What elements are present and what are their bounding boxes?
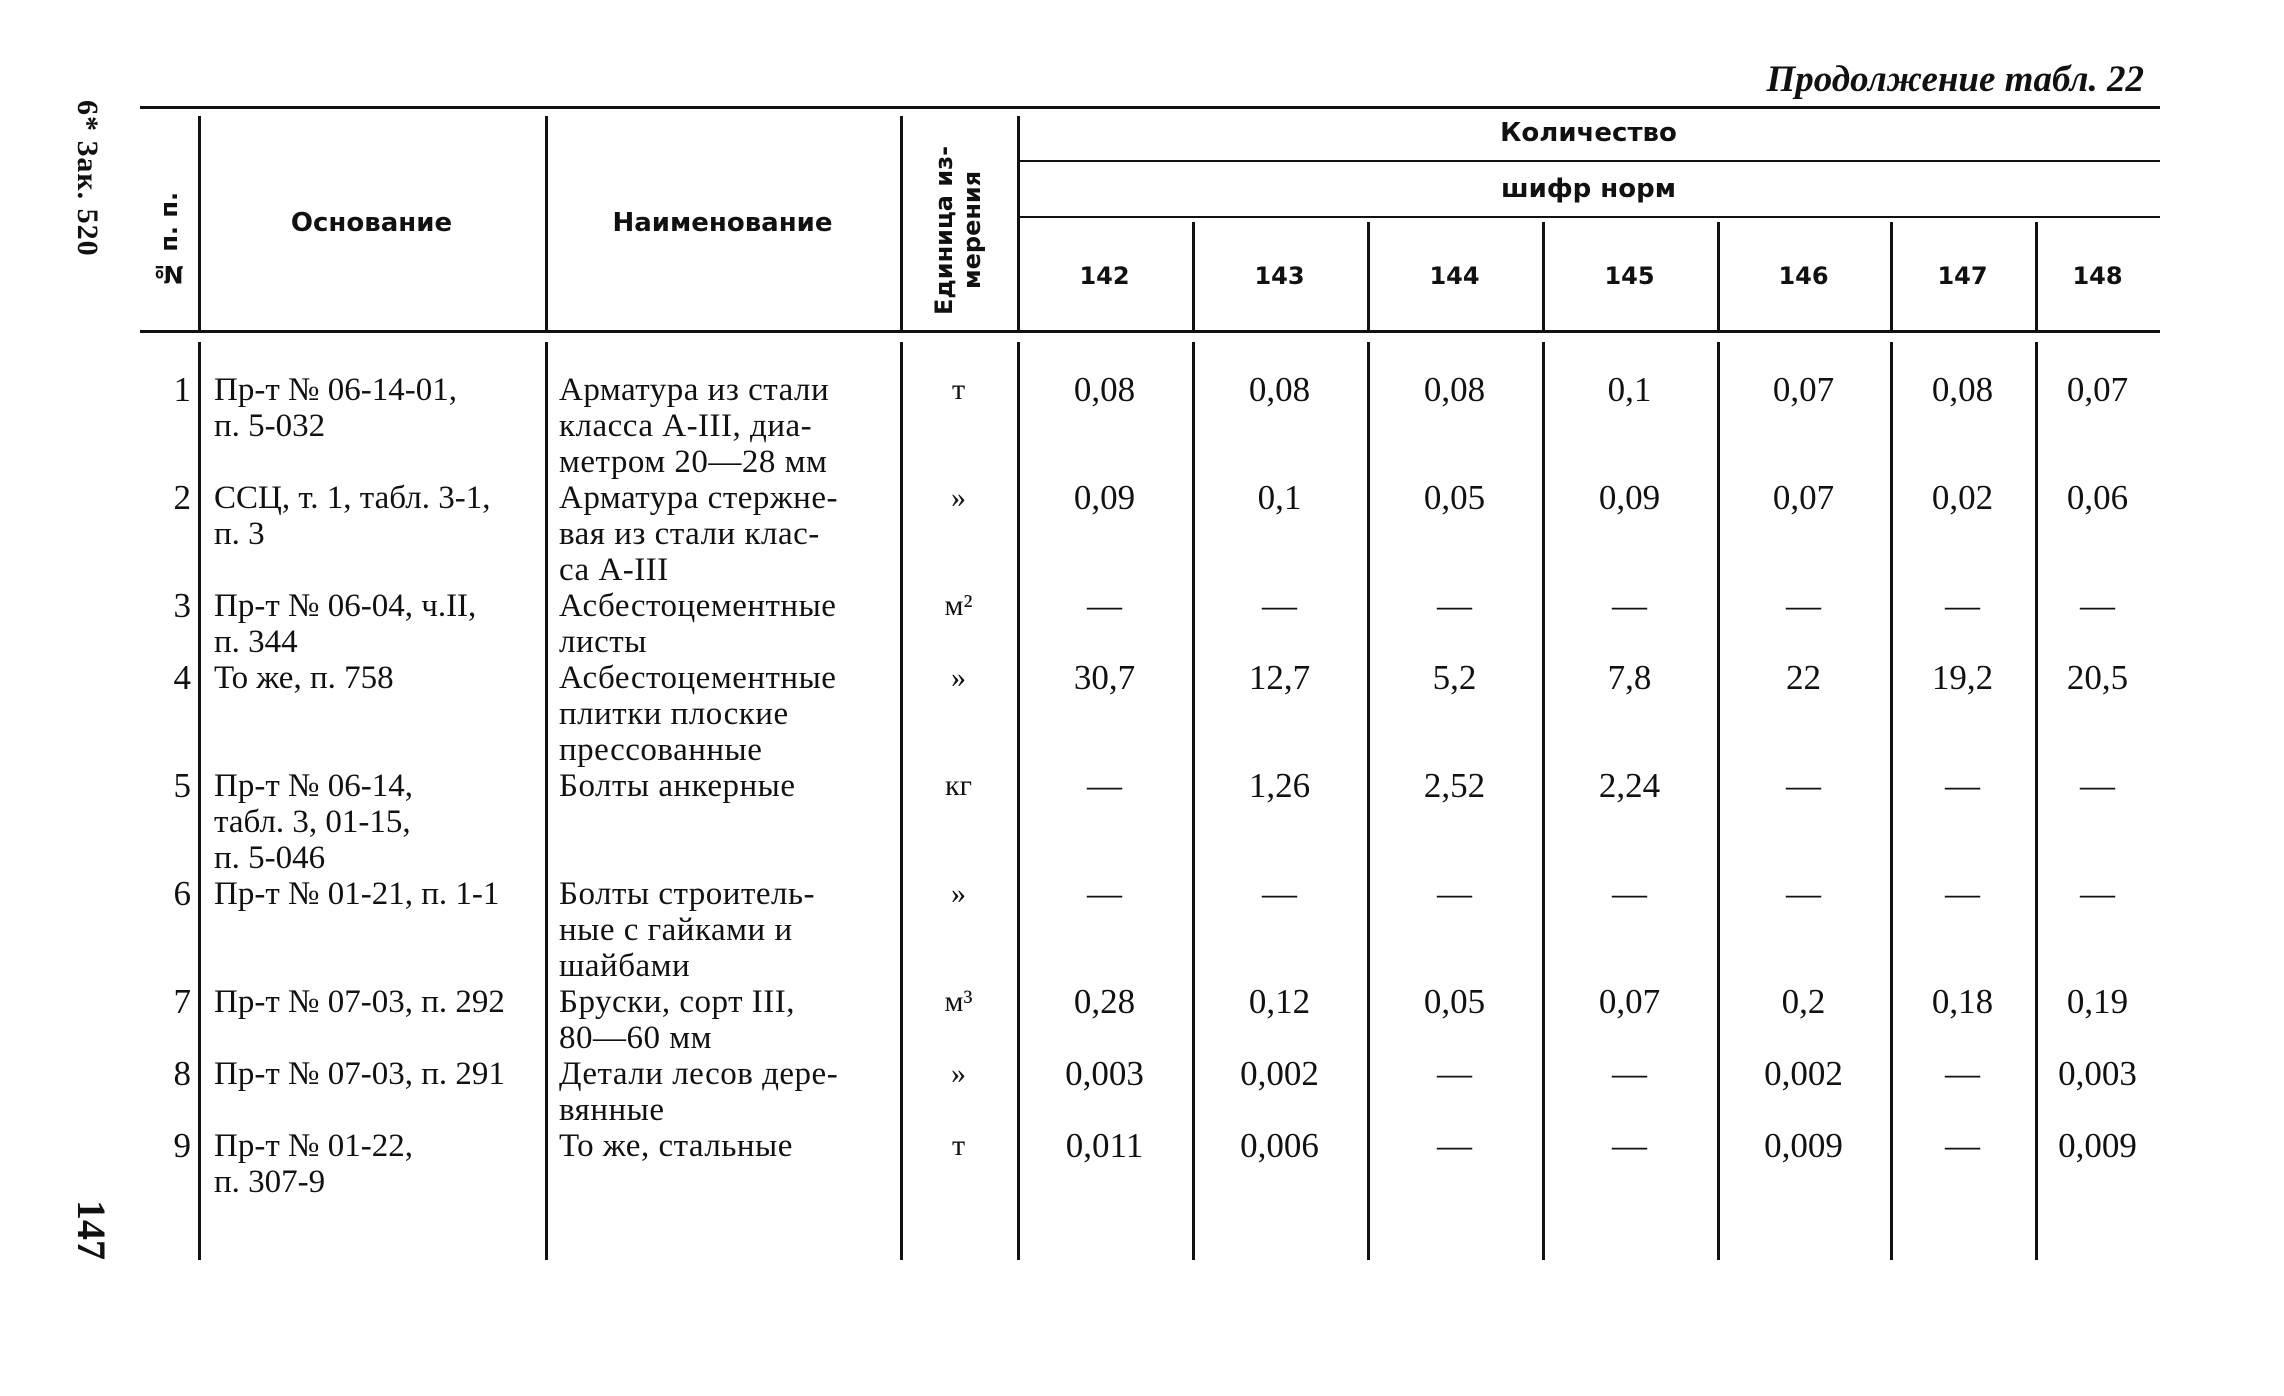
row-4-value-147: 19,2	[1931, 658, 1994, 697]
row-2-name-line: Арматура стержне-	[559, 480, 838, 516]
row-6-value-144: —	[1437, 874, 1472, 913]
body-column-rule	[198, 342, 201, 1260]
row-8-value-143: 0,002	[1240, 1054, 1319, 1093]
unit-header: Единица из-мерения	[930, 145, 986, 315]
row-9-value-144: —	[1437, 1126, 1472, 1165]
code-header: шифр норм	[1501, 174, 1676, 204]
row-1-value-147: 0,08	[1931, 370, 1994, 409]
row-9-value-148: 0,009	[2058, 1126, 2137, 1165]
row-1-basis-line: п. 5-032	[214, 408, 326, 444]
row-9-value-145: —	[1612, 1126, 1647, 1165]
row-8-value-142: 0,003	[1065, 1054, 1144, 1093]
row-7-value-143: 0,12	[1248, 982, 1311, 1021]
row-4-value-146: 22	[1786, 658, 1821, 697]
row-8-number: 8	[173, 1054, 191, 1093]
row-2-name-line: вая из стали клас-	[559, 516, 820, 552]
row-4-unit: »	[951, 661, 966, 694]
row-1-name-line: метром 20—28 мм	[559, 444, 828, 480]
row-9-basis-line: Пр-т № 01-22,	[214, 1128, 413, 1164]
row-7-value-144: 0,05	[1423, 982, 1486, 1021]
row-6-name-line: Болты строитель-	[559, 876, 816, 912]
row-8-unit: »	[951, 1057, 966, 1090]
row-3-value-143: —	[1262, 586, 1297, 625]
row-9-name-line: То же, стальные	[559, 1128, 793, 1164]
row-4-value-145: 7,8	[1607, 658, 1652, 697]
row-5-name-line: Болты анкерные	[559, 768, 796, 804]
page-number: 147	[69, 1200, 114, 1260]
row-5-value-143: 1,26	[1248, 766, 1311, 805]
row-5-basis-line: Пр-т № 06-14,	[214, 768, 413, 804]
row-3-value-147: —	[1945, 586, 1980, 625]
row-8-value-148: 0,003	[2058, 1054, 2137, 1093]
row-2-value-147: 0,02	[1931, 478, 1994, 517]
row-3-value-142: —	[1087, 586, 1122, 625]
row-9-value-146: 0,009	[1764, 1126, 1843, 1165]
row-5-value-148: —	[2080, 766, 2115, 805]
row-2-value-146: 0,07	[1772, 478, 1835, 517]
row-3-basis-line: Пр-т № 06-04, ч.II,	[214, 588, 477, 624]
code-rule	[1017, 216, 2160, 218]
row-6-unit: »	[951, 877, 966, 910]
row-8-value-144: —	[1437, 1054, 1472, 1093]
row-9-basis-line: п. 307-9	[214, 1164, 326, 1200]
row-5-value-142: —	[1087, 766, 1122, 805]
row-9-value-142: 0,011	[1065, 1126, 1144, 1165]
row-3-value-145: —	[1612, 586, 1647, 625]
quantity-rule	[1017, 160, 2160, 162]
row-5-unit: кг	[945, 769, 972, 802]
row-5-basis-line: табл. 3, 01-15,	[214, 804, 411, 840]
code-142-header: 142	[1079, 262, 1130, 290]
row-4-name-line: Асбестоцементные	[559, 660, 837, 696]
row-2-value-145: 0,09	[1598, 478, 1661, 517]
row-6-number: 6	[173, 874, 191, 913]
row-1-name-line: класса А-III, диа-	[559, 408, 813, 444]
row-4-value-144: 5,2	[1432, 658, 1477, 697]
row-3-name-line: Асбестоцементные	[559, 588, 837, 624]
row-4-basis-line: То же, п. 758	[214, 660, 394, 696]
row-6-value-146: —	[1786, 874, 1821, 913]
row-5-number: 5	[173, 766, 191, 805]
row-9-value-143: 0,006	[1240, 1126, 1319, 1165]
row-6-value-143: —	[1262, 874, 1297, 913]
row-1-value-142: 0,08	[1073, 370, 1136, 409]
row-6-basis-line: Пр-т № 01-21, п. 1-1	[214, 876, 500, 912]
row-7-name-line: Бруски, сорт III,	[559, 984, 795, 1020]
code-144-header: 144	[1429, 262, 1480, 290]
code-143-header: 143	[1254, 262, 1305, 290]
row-1-value-143: 0,08	[1248, 370, 1311, 409]
row-5-value-147: —	[1945, 766, 1980, 805]
row-4-number: 4	[173, 658, 191, 697]
row-2-number: 2	[173, 478, 191, 517]
row-9-unit: т	[951, 1129, 966, 1162]
header-bottom-rule	[140, 330, 2160, 333]
row-6-value-142: —	[1087, 874, 1122, 913]
row-7-value-142: 0,28	[1073, 982, 1136, 1021]
row-8-value-146: 0,002	[1764, 1054, 1843, 1093]
row-5-value-144: 2,52	[1423, 766, 1486, 805]
row-8-basis-line: Пр-т № 07-03, п. 291	[214, 1056, 505, 1092]
row-6-value-145: —	[1612, 874, 1647, 913]
row-5-value-146: —	[1786, 766, 1821, 805]
row-2-value-144: 0,05	[1423, 478, 1486, 517]
row-9-value-147: —	[1945, 1126, 1980, 1165]
row-3-number: 3	[173, 586, 191, 625]
table-continuation-caption: Продолжение табл. 22	[1766, 59, 2144, 100]
row-3-name-line: листы	[559, 624, 647, 660]
row-7-name-line: 80—60 мм	[559, 1020, 713, 1056]
row-1-value-146: 0,07	[1772, 370, 1835, 409]
row-1-number: 1	[173, 370, 191, 409]
code-147-header: 147	[1937, 262, 1988, 290]
row-3-value-144: —	[1437, 586, 1472, 625]
header-column-rule	[1017, 116, 1020, 330]
row-4-name-line: плитки плоские	[559, 696, 789, 732]
row-7-unit: м³	[944, 985, 973, 1018]
row-2-basis-line: п. 3	[214, 516, 265, 552]
row-4-value-148: 20,5	[2066, 658, 2129, 697]
row-2-value-143: 0,1	[1257, 478, 1302, 517]
top-rule	[140, 106, 2160, 109]
row-1-value-145: 0,1	[1607, 370, 1652, 409]
row-1-unit: т	[951, 373, 966, 406]
row-1-basis-line: Пр-т № 06-14-01,	[214, 372, 457, 408]
row-9-number: 9	[173, 1126, 191, 1165]
row-5-value-145: 2,24	[1598, 766, 1661, 805]
row-3-unit: м²	[944, 589, 973, 622]
row-2-name-line: са А-III	[559, 552, 669, 588]
row-1-value-144: 0,08	[1423, 370, 1486, 409]
code-148-header: 148	[2072, 262, 2123, 290]
row-6-name-line: шайбами	[559, 948, 691, 984]
row-6-value-148: —	[2080, 874, 2115, 913]
code-146-header: 146	[1778, 262, 1829, 290]
row-1-value-148: 0,07	[2066, 370, 2129, 409]
row-7-value-146: 0,2	[1781, 982, 1826, 1021]
margin-order-note: 6* Зак. 520	[71, 100, 104, 257]
quantity-header: Количество	[1500, 118, 1677, 148]
row-2-value-142: 0,09	[1073, 478, 1136, 517]
body-column-rule	[545, 342, 548, 1260]
row-3-value-148: —	[2080, 586, 2115, 625]
row-5-basis-line: п. 5-046	[214, 840, 326, 876]
row-number-header: № п. п.	[155, 191, 183, 289]
row-4-name-line: прессованные	[559, 732, 763, 768]
row-7-value-147: 0,18	[1931, 982, 1994, 1021]
row-7-value-145: 0,07	[1598, 982, 1661, 1021]
row-1-name-line: Арматура из стали	[559, 372, 830, 408]
row-4-value-143: 12,7	[1248, 658, 1311, 697]
row-2-basis-line: ССЦ, т. 1, табл. 3-1,	[214, 480, 491, 516]
row-6-value-147: —	[1945, 874, 1980, 913]
row-3-basis-line: п. 344	[214, 624, 298, 660]
row-7-basis-line: Пр-т № 07-03, п. 292	[214, 984, 505, 1020]
row-8-value-147: —	[1945, 1054, 1980, 1093]
row-4-value-142: 30,7	[1073, 658, 1136, 697]
header-column-rule	[900, 116, 903, 330]
row-6-name-line: ные с гайками и	[559, 912, 793, 948]
basis-header: Основание	[290, 208, 453, 238]
row-7-value-148: 0,19	[2066, 982, 2129, 1021]
row-8-name-line: Детали лесов дере-	[559, 1056, 839, 1092]
row-2-unit: »	[951, 481, 966, 514]
row-8-value-145: —	[1612, 1054, 1647, 1093]
row-3-value-146: —	[1786, 586, 1821, 625]
code-145-header: 145	[1604, 262, 1655, 290]
row-2-value-148: 0,06	[2066, 478, 2129, 517]
row-8-name-line: вянные	[559, 1092, 665, 1128]
name-header: Наименование	[612, 208, 833, 238]
row-7-number: 7	[173, 982, 191, 1021]
